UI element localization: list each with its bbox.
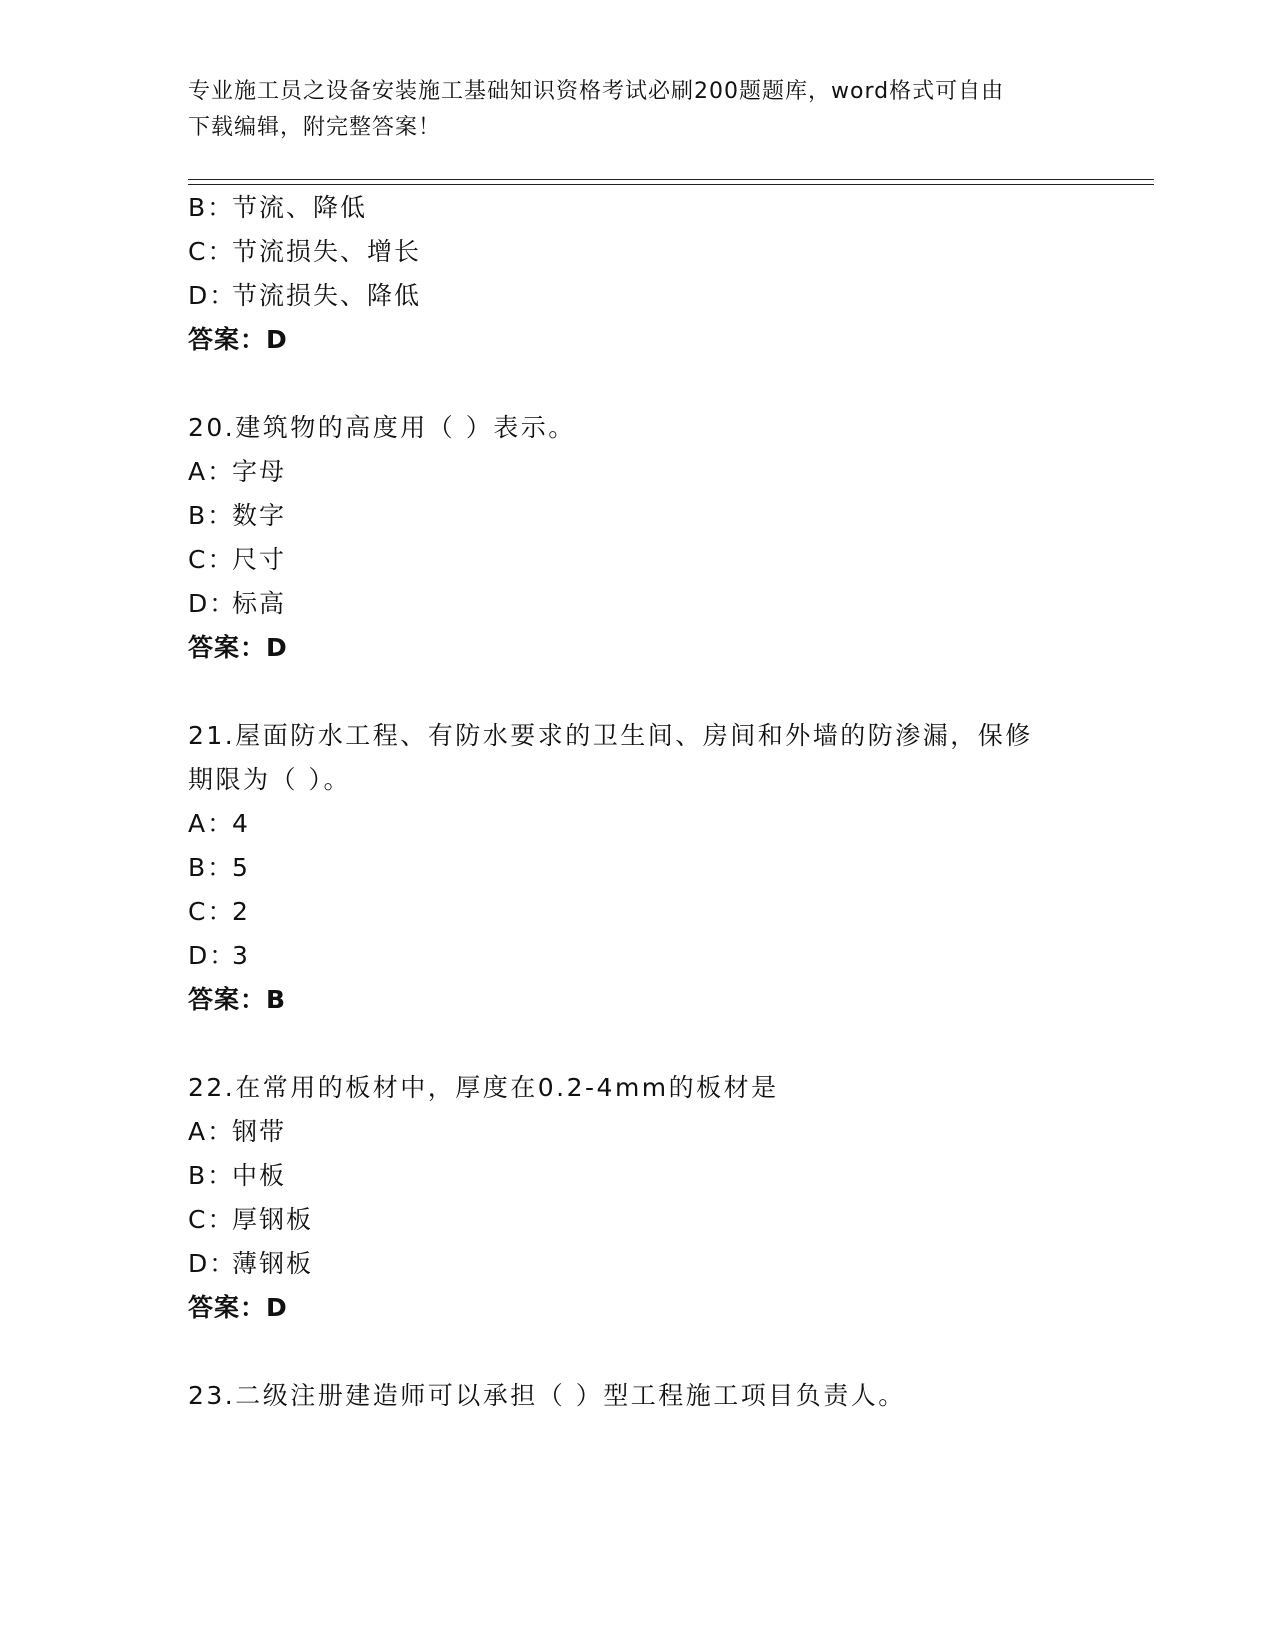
- option-label: D：: [188, 941, 237, 970]
- q21-option-c: [188, 896, 250, 928]
- option-label: C：: [188, 1205, 235, 1234]
- q22-option-d: [188, 1248, 313, 1280]
- header-divider-top: [188, 179, 1154, 180]
- q21-option-b: [188, 852, 250, 884]
- q23-stem: 23.二级注册建造师可以承担（ ）型工程施工项目负责人。: [188, 1381, 906, 1410]
- q22-stem: 22.在常用的板材中，厚度在0.2-4mm的板材是: [188, 1073, 779, 1102]
- q20-option-d: [188, 588, 286, 620]
- option-label: B：: [188, 193, 235, 222]
- option-text: 尺寸: [232, 545, 287, 574]
- q21-option-a: [188, 808, 250, 840]
- q20-answer: 答案：D: [188, 633, 288, 662]
- q20-stem: 20.建筑物的高度用（ ）表示。: [188, 413, 576, 442]
- header-title-line-2: 下载编辑，附完整答案！: [188, 115, 442, 140]
- option-label: B：: [188, 1161, 235, 1190]
- q19-answer: 答案：D: [188, 325, 288, 354]
- header-divider-bottom: [188, 184, 1154, 185]
- option-label: D：: [188, 1249, 237, 1278]
- option-label: C：: [188, 237, 235, 266]
- header-title-line-1: 专业施工员之设备安装施工基础知识资格考试必刷200题题库，word格式可自由: [188, 79, 1005, 104]
- q22-option-c: [188, 1204, 313, 1236]
- q19-option-c: [188, 236, 421, 268]
- q22-option-b: [188, 1160, 286, 1192]
- option-text: 节流损失、增长: [232, 237, 422, 266]
- q21-answer: 答案：B: [188, 985, 287, 1014]
- q21-option-d: [188, 940, 250, 972]
- option-label: A：: [188, 457, 235, 486]
- option-label: B：: [188, 853, 235, 882]
- option-text: 5: [232, 853, 250, 882]
- option-text: 节流、降低: [232, 193, 368, 222]
- option-label: D：: [188, 281, 237, 310]
- option-text: 标高: [232, 589, 287, 618]
- option-text: 钢带: [232, 1117, 287, 1146]
- option-text: 中板: [232, 1161, 287, 1190]
- q19-option-b: [188, 192, 367, 224]
- q21-stem-line-1: 21.屋面防水工程、有防水要求的卫生间、房间和外墙的防渗漏，保修: [188, 721, 1033, 750]
- option-label: C：: [188, 897, 235, 926]
- option-text: 薄钢板: [232, 1249, 314, 1278]
- option-label: C：: [188, 545, 235, 574]
- q19-option-d: [188, 280, 421, 312]
- option-text: 4: [232, 809, 250, 838]
- q22-option-a: [188, 1116, 286, 1148]
- option-text: 3: [232, 941, 250, 970]
- option-label: D：: [188, 589, 237, 618]
- option-text: 节流损失、降低: [232, 281, 422, 310]
- q20-option-c: [188, 544, 286, 576]
- q22-answer: 答案：D: [188, 1293, 288, 1322]
- q20-option-a: [188, 456, 286, 488]
- option-text: 字母: [232, 457, 287, 486]
- option-text: 厚钢板: [232, 1205, 314, 1234]
- option-label: A：: [188, 1117, 235, 1146]
- option-label: A：: [188, 809, 235, 838]
- q20-option-b: [188, 500, 286, 532]
- option-label: B：: [188, 501, 235, 530]
- option-text: 数字: [232, 501, 287, 530]
- q21-stem-line-2: 期限为（ ）。: [188, 765, 351, 794]
- option-text: 2: [232, 897, 250, 926]
- document-header: [188, 74, 1088, 146]
